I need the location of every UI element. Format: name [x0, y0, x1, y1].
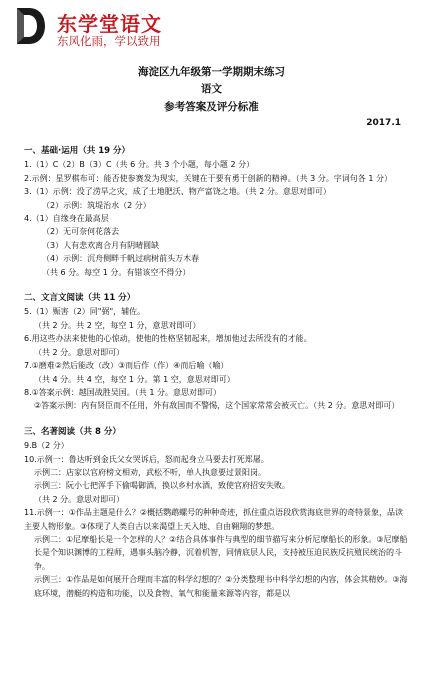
answer-line: 示例二：店家以官府榜文相劝，武松不听，单人执意要过景阳岗。 [34, 467, 266, 477]
answer-line: （共 2 分。意思对即可） [34, 494, 125, 504]
answer-line: 6.用这些办法来使他的心惊动，使他的性格坚韧起来，增加他过去所没有的才能。 [24, 334, 312, 344]
subject-title: 语文 [201, 83, 222, 95]
answer-line: （3）人有悲欢离合月有阴晴圆缺 [42, 240, 160, 250]
answer-line: （共 2 分。共 2 空，每空 1 分，意思对即可） [34, 320, 201, 330]
logo-slogan: 东风化雨，学以致用 [57, 34, 161, 48]
exam-title: 海淀区九年级第一学期期末练习 [138, 66, 285, 78]
logo-mark-icon [14, 6, 46, 46]
answer-line: 11.示例一：①作品主题是什么？②概括鹦鹉螺号的种种奇迹，抓住重点语段欣赏海底世界的奇特景象，品读主要人物形象。③体现了人类自古以来渴望上天入地、自由翱翔的梦想。 [24, 508, 404, 531]
answer-line: （2）无可奈何花落去 [42, 227, 120, 237]
section-heading: 二、文言文阅读（共 11 分） [24, 293, 136, 304]
answer-line: 2.示例：星罗棋布可：能否使参赛发为现实，关键在于要有勇于创新的精神。（共 3 分。字词句各 1 分） [24, 173, 392, 183]
answer-line: （2）示例：筑堤治水（2 分） [42, 200, 151, 210]
answer-line: （共 6 分。每空 1 分。有错该空不得分） [42, 267, 191, 277]
answer-line: 8.①答案示例：越国战胜吴国。（共 1 分。意思对即可） [24, 387, 221, 397]
answer-line: 3.（1）示例：没了涝旱之灾，成了土地肥沃、物产富饶之地。（共 2 分。意思对即可） [24, 187, 331, 197]
answer-line: 示例三：①作品是如何展开合理而丰富的科学幻想的？②分类整理书中科学幻想的内容，体会其精妙。③海底环境，潜艇的构造和功能，以及食物、氧气和能量来源等内容，都是以 [34, 575, 408, 598]
answer-line: 示例三：阮小七把浑手下偷喝御酒，换以乡村水酒，致使官府招安失败。 [34, 481, 290, 491]
section-heading: 一、基础·运用（共 19 分） [24, 146, 130, 156]
answer-line: ②答案示例：内有贤臣而不任用，外有敌国而不警惕，这个国家常常会被灭亡。（共 2 分。意思对即可） [34, 401, 400, 411]
exam-date: 2017.1 [366, 118, 401, 128]
answer-key-title: 参考答案及评分标准 [164, 101, 259, 113]
answer-line: 7.①磨难②然后能改（改）③而后作（作）④而后喻（喻） [24, 361, 229, 371]
answer-line: 5.（1）赈害（2）同"弼"，辅佐。 [24, 307, 146, 317]
spacer [24, 279, 410, 287]
answer-line: 10.示例一：鲁达听到金氏父女哭诉后，怒而起身立马要去打死郑屠。 [24, 454, 269, 464]
answer-line: （共 2 分。意思对即可） [34, 347, 125, 357]
answer-line: （共 4 分。共 4 空，每空 1 分。第 1 空，意思对即可） [34, 374, 235, 384]
answer-line: （4）示例：沉舟侧畔千帆过病树前头万木春 [42, 254, 200, 264]
logo-title: 东学堂语文 [57, 12, 162, 36]
answer-line: 1.（1）C（2）B（3）C（共 6 分。共 3 个小题，每小题 2 分） [24, 160, 255, 170]
answer-line: 4.（1）自缘身在最高层 [24, 214, 109, 224]
answer-body [24, 140, 410, 600]
answer-line: 9.B（2 分） [24, 441, 69, 451]
answer-line: 示例二：①尼摩船长是一个怎样的人？②结合具体事件与典型的细节描写来分析尼摩船长的形象。③尼摩船长是个知识渊博的工程师，遇事头脑冷静，沉着机智，同情底层人民，支持被压迫民族反抗殖民统治的斗争。 [34, 534, 408, 571]
spacer [24, 413, 410, 421]
section-heading: 三、名著阅读（共 8 分） [24, 426, 121, 437]
